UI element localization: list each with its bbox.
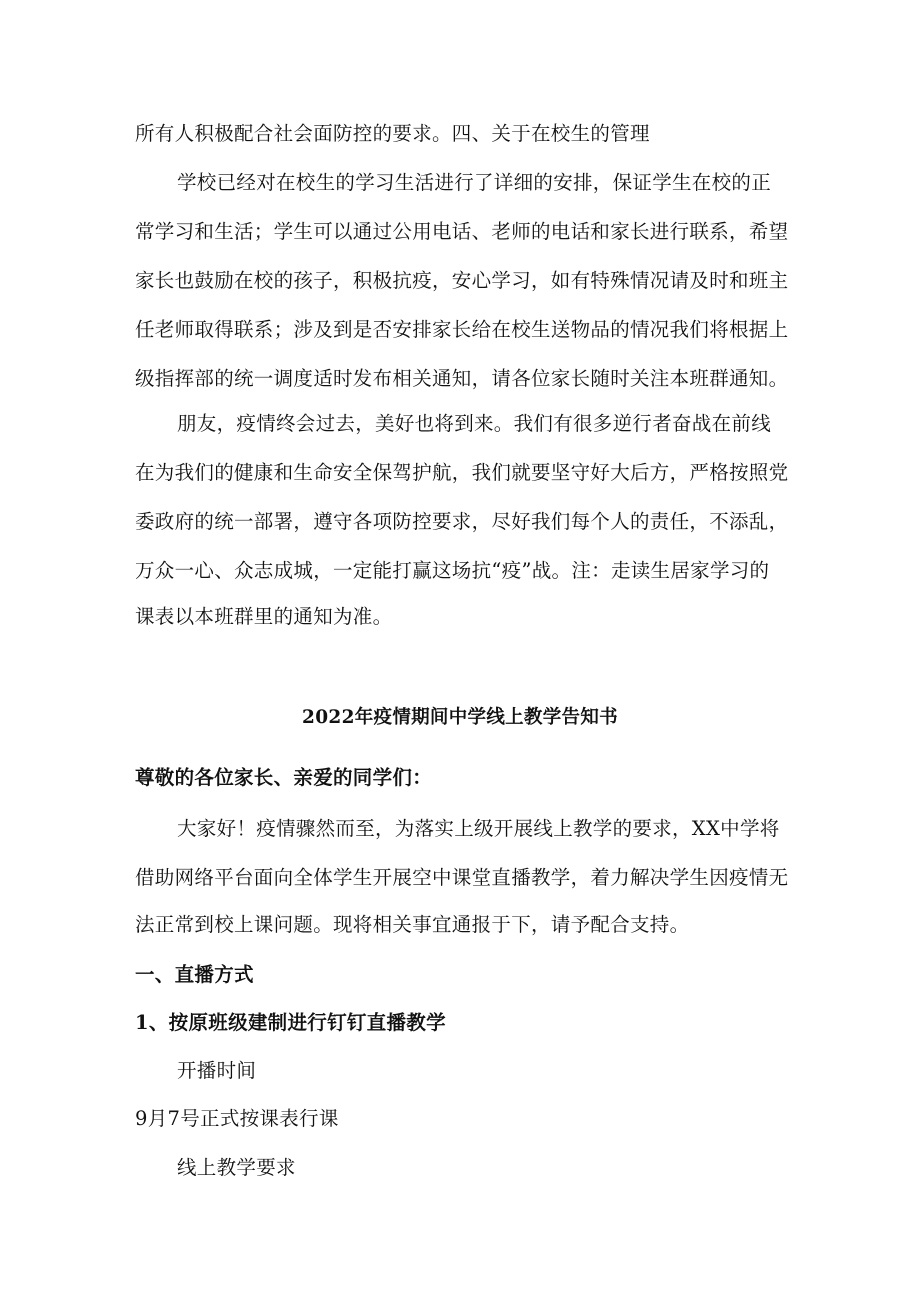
start-time-text: 9月7号正式按课表行课 [135, 1107, 339, 1130]
body-line: 家长也鼓励在校的孩子，积极抗疫，安心学习，如有特殊情况请及时和班主 [135, 269, 789, 292]
notice-line: 借助网络平台面向全体学生开展空中课堂直播教学，着力解决学生因疫情无 [135, 866, 789, 889]
subsection-heading: 1、按原班级建制进行钉钉直播教学 [135, 1011, 446, 1034]
greeting: 尊敬的各位家长、亲爱的同学们： [135, 766, 433, 789]
document-title: 2022年疫情期间中学线上教学告知书 [302, 707, 618, 728]
body-line: 级指挥部的统一调度适时发布相关通知，请各位家长随时关注本班群通知。 [135, 367, 789, 390]
notice-line: 法正常到校上课问题。现将相关事宜通报于下，请予配合支持。 [135, 913, 690, 936]
body-line: 课表以本班群里的通知为准。 [135, 605, 393, 628]
body-line: 学校已经对在校生的学习生活进行了详细的安排，保证学生在校的正 [177, 171, 772, 194]
body-line: 万众一心、众志成城，一定能打赢这场抗“疫”战。注：走读生居家学习的 [135, 559, 770, 582]
body-line: 委政府的统一部署，遵守各项防控要求，尽好我们每个人的责任，不添乱， [135, 510, 789, 533]
body-line: 常学习和生活；学生可以通过公用电话、老师的电话和家长进行联系，希望 [135, 220, 789, 243]
body-line: 所有人积极配合社会面防控的要求。四、关于在校生的管理 [135, 122, 650, 145]
body-line: 朋友，疫情终会过去，美好也将到来。我们有很多逆行者奋战在前线 [177, 412, 772, 435]
body-line: 在为我们的健康和生命安全保驾护航，我们就要坚守好大后方，严格按照党 [135, 461, 789, 484]
section-heading: 一、直播方式 [135, 963, 254, 986]
requirements-heading: 线上教学要求 [177, 1156, 296, 1179]
body-line: 任老师取得联系；涉及到是否安排家长给在校生送物品的情况我们将根据上 [135, 318, 789, 341]
start-time-heading: 开播时间 [177, 1059, 257, 1082]
notice-line: 大家好！疫情骤然而至，为落实上级开展线上教学的要求，XX中学将 [177, 817, 780, 840]
